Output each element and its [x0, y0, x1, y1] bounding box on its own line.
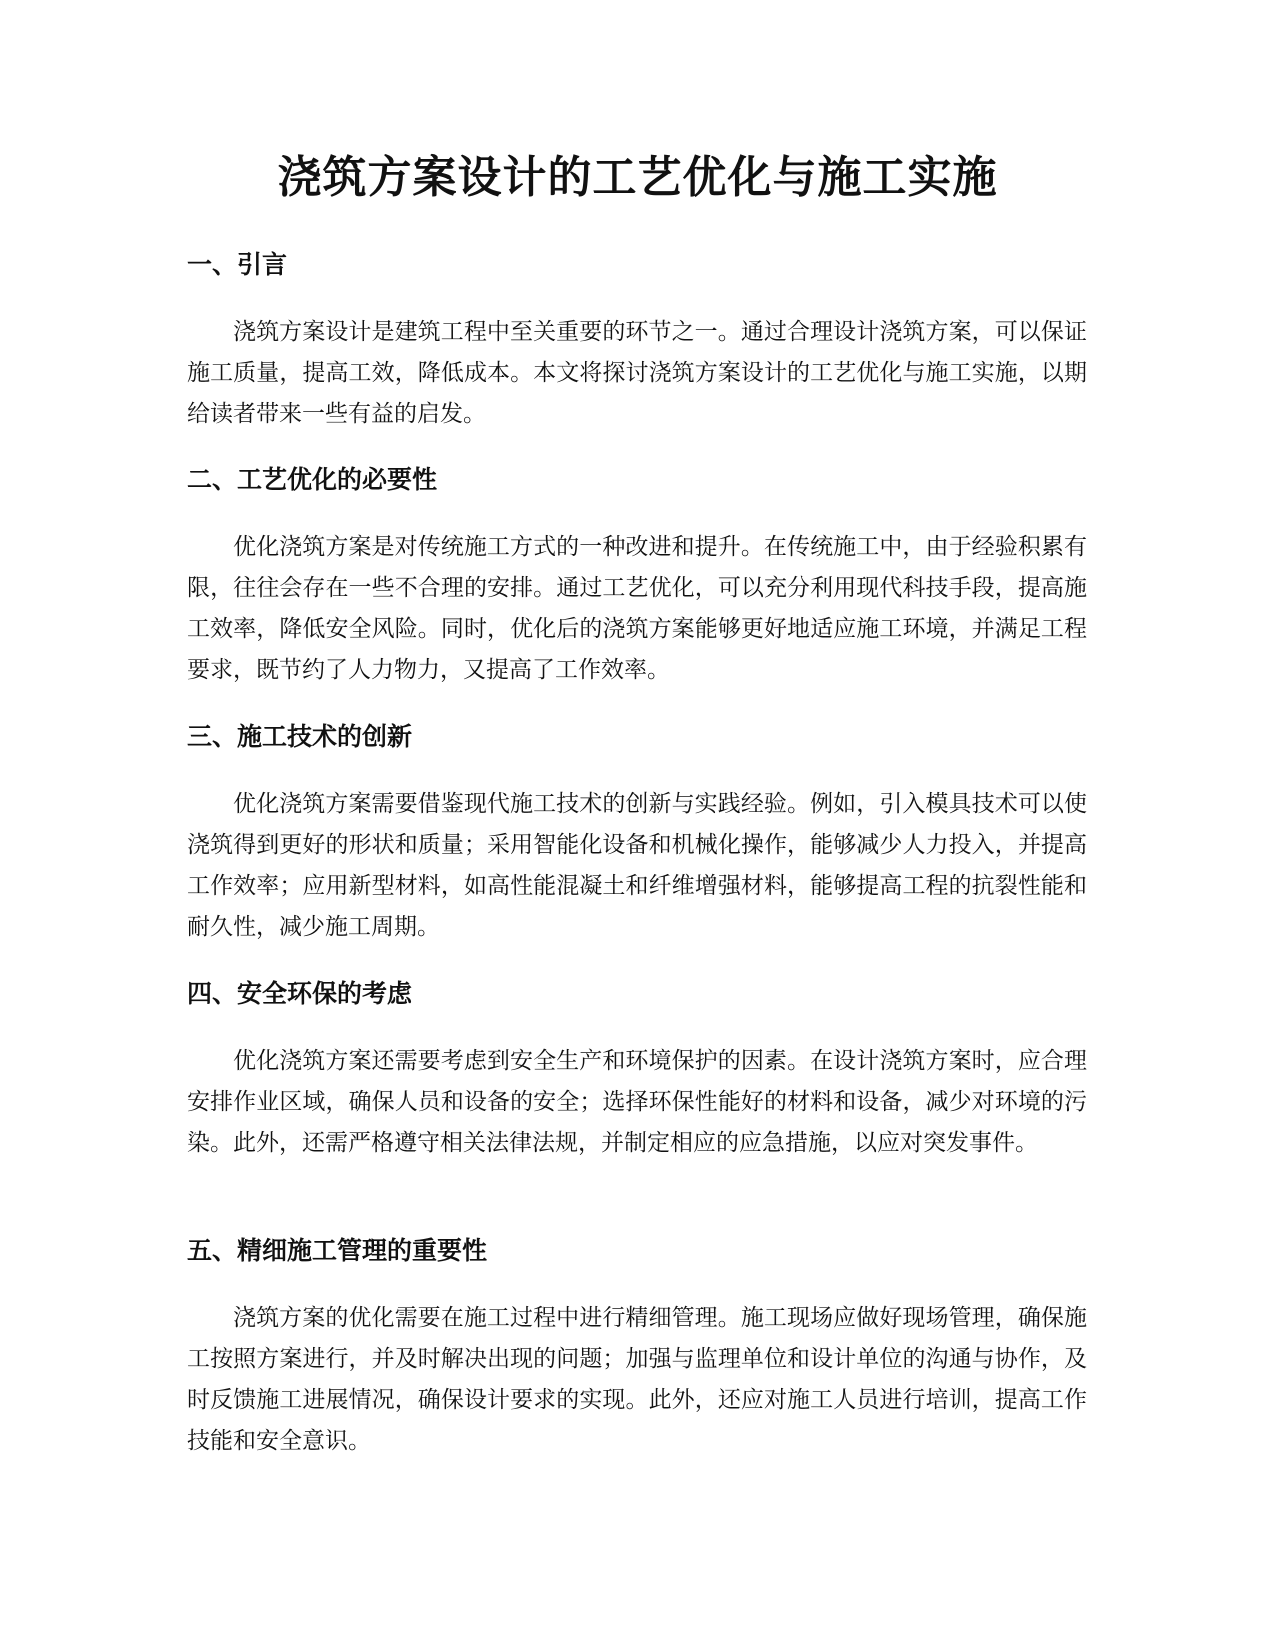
section-heading: 五、精细施工管理的重要性: [187, 1236, 488, 1265]
section-introduction: [187, 247, 1087, 435]
section-construction-management: [187, 1233, 1087, 1462]
section-paragraph: 优化浇筑方案需要借鉴现代施工技术的创新与实践经验。例如，引入模具技术可以使浇筑得到更好的形状和质量；采用智能化设备和机械化操作，能够减少人力投入，并提高工作效率；应用新型材料，如高性能混凝土和纤维增强材料，能够提高工程的抗裂性能和耐久性，减少施工周期。: [187, 791, 1087, 940]
section-heading: 四、安全环保的考虑: [187, 979, 413, 1008]
section-paragraph: 浇筑方案的优化需要在施工过程中进行精细管理。施工现场应做好现场管理，确保施工按照方案进行，并及时解决出现的问题；加强与监理单位和设计单位的沟通与协作，及时反馈施工进展情况，确保设计要求的实现。此外，还应对施工人员进行培训，提高工作技能和安全意识。: [187, 1305, 1087, 1454]
section-paragraph: 浇筑方案设计是建筑工程中至关重要的环节之一。通过合理设计浇筑方案，可以保证施工质量，提高工效，降低成本。本文将探讨浇筑方案设计的工艺优化与施工实施，以期给读者带来一些有益的启发。: [187, 319, 1087, 427]
page-title: 浇筑方案设计的工艺优化与施工实施: [277, 152, 998, 203]
section-technology-innovation: [187, 719, 1087, 948]
section-safety-environment: [187, 976, 1087, 1164]
section-paragraph: 优化浇筑方案是对传统施工方式的一种改进和提升。在传统施工中，由于经验积累有限，往往会存在一些不合理的安排。通过工艺优化，可以充分利用现代科技手段，提高施工效率，降低安全风险。同时，优化后的浇筑方案能够更好地适应施工环境，并满足工程要求，既节约了人力物力，又提高了工作效率。: [187, 534, 1087, 683]
section-heading: 三、施工技术的创新: [187, 722, 413, 751]
section-paragraph: 优化浇筑方案还需要考虑到安全生产和环境保护的因素。在设计浇筑方案时，应合理安排作业区域，确保人员和设备的安全；选择环保性能好的材料和设备，减少对环境的污染。此外，还需严格遵守相关法律法规，并制定相应的应急措施，以应对突发事件。: [187, 1048, 1087, 1156]
section-heading: 二、工艺优化的必要性: [187, 465, 438, 494]
section-process-optimization: [187, 462, 1087, 691]
section-heading: 一、引言: [187, 250, 288, 279]
